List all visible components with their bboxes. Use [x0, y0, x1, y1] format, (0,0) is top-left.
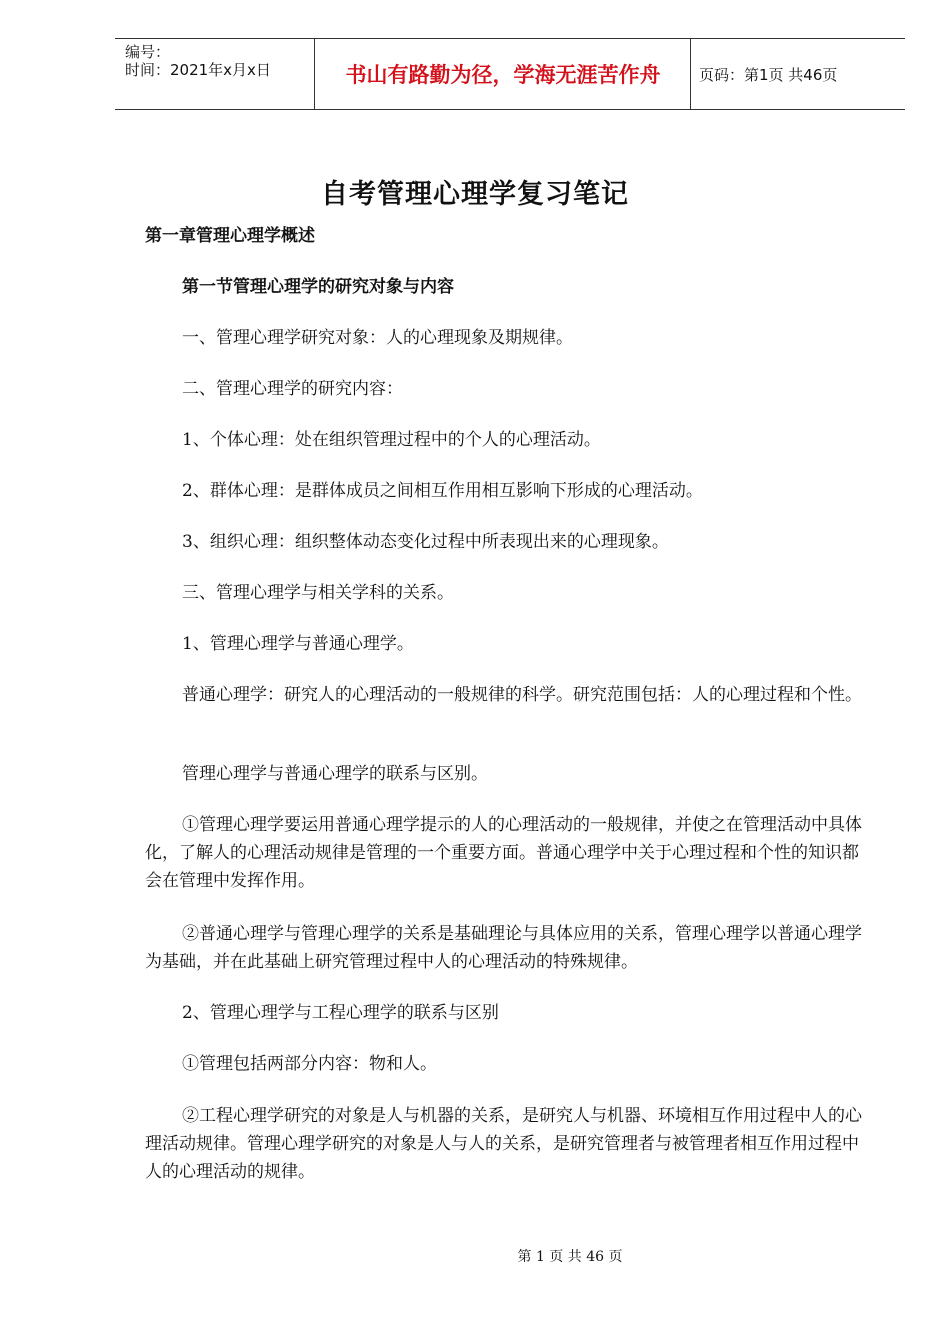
doc-number-label: 编号： [125, 43, 171, 61]
paragraph: 2、群体心理：是群体成员之间相互作用相互影响下形成的心理活动。 [182, 481, 703, 501]
header-meta-cell [115, 39, 315, 109]
paragraph: ①管理包括两部分内容：物和人。 [182, 1054, 437, 1074]
paragraph: 一、管理心理学研究对象：人的心理现象及期规律。 [182, 328, 573, 348]
page-footer: 第 1 页 共 46 页 [517, 1249, 623, 1265]
paragraph: 3、组织心理：组织整体动态变化过程中所表现出来的心理现象。 [182, 532, 669, 552]
doc-time-label: 时间：2021年x月x日 [125, 61, 271, 79]
paragraph: 三、管理心理学与相关学科的关系。 [182, 583, 454, 603]
paragraph: ②工程心理学研究的对象是人与机器的关系，是研究人与机器、环境相互作用过程中人的心理活动规律。管理心理学研究的对象是人与人的关系，是研究管理者与被管理者相互作用过程中人的心理活动的规律。 [145, 1106, 862, 1182]
paragraph: ②普通心理学与管理心理学的关系是基础理论与具体应用的关系，管理心理学以普通心理学为基础，并在此基础上研究管理过程中人的心理活动的特殊规律。 [145, 924, 862, 972]
paragraph: 1、个体心理：处在组织管理过程中的个人的心理活动。 [182, 430, 601, 450]
paragraph: 普通心理学：研究人的心理活动的一般规律的科学。研究范围包括：人的心理过程和个性。 [182, 685, 862, 705]
paragraph: ①管理心理学要运用普通心理学提示的人的心理活动的一般规律，并使之在管理活动中具体化，了解人的心理活动规律是管理的一个重要方面。普通心理学中关于心理过程和个性的知识都会在管理中发挥作用。 [145, 815, 862, 891]
paragraph: 管理心理学与普通心理学的联系与区别。 [182, 764, 488, 784]
header-motto: 书山有路勤为径，学海无涯苦作舟 [316, 39, 691, 109]
paragraph: 1、管理心理学与普通心理学。 [182, 634, 414, 654]
document-title: 自考管理心理学复习笔记 [321, 179, 629, 210]
header-page-info: 页码：第1页 共46页 [699, 65, 838, 84]
chapter-heading: 第一章管理心理学概述 [145, 226, 315, 246]
page-header [115, 38, 905, 110]
section-heading: 第一节管理心理学的研究对象与内容 [182, 277, 454, 297]
paragraph: 2、管理心理学与工程心理学的联系与区别 [182, 1003, 499, 1023]
paragraph: 二、管理心理学的研究内容： [182, 379, 403, 399]
